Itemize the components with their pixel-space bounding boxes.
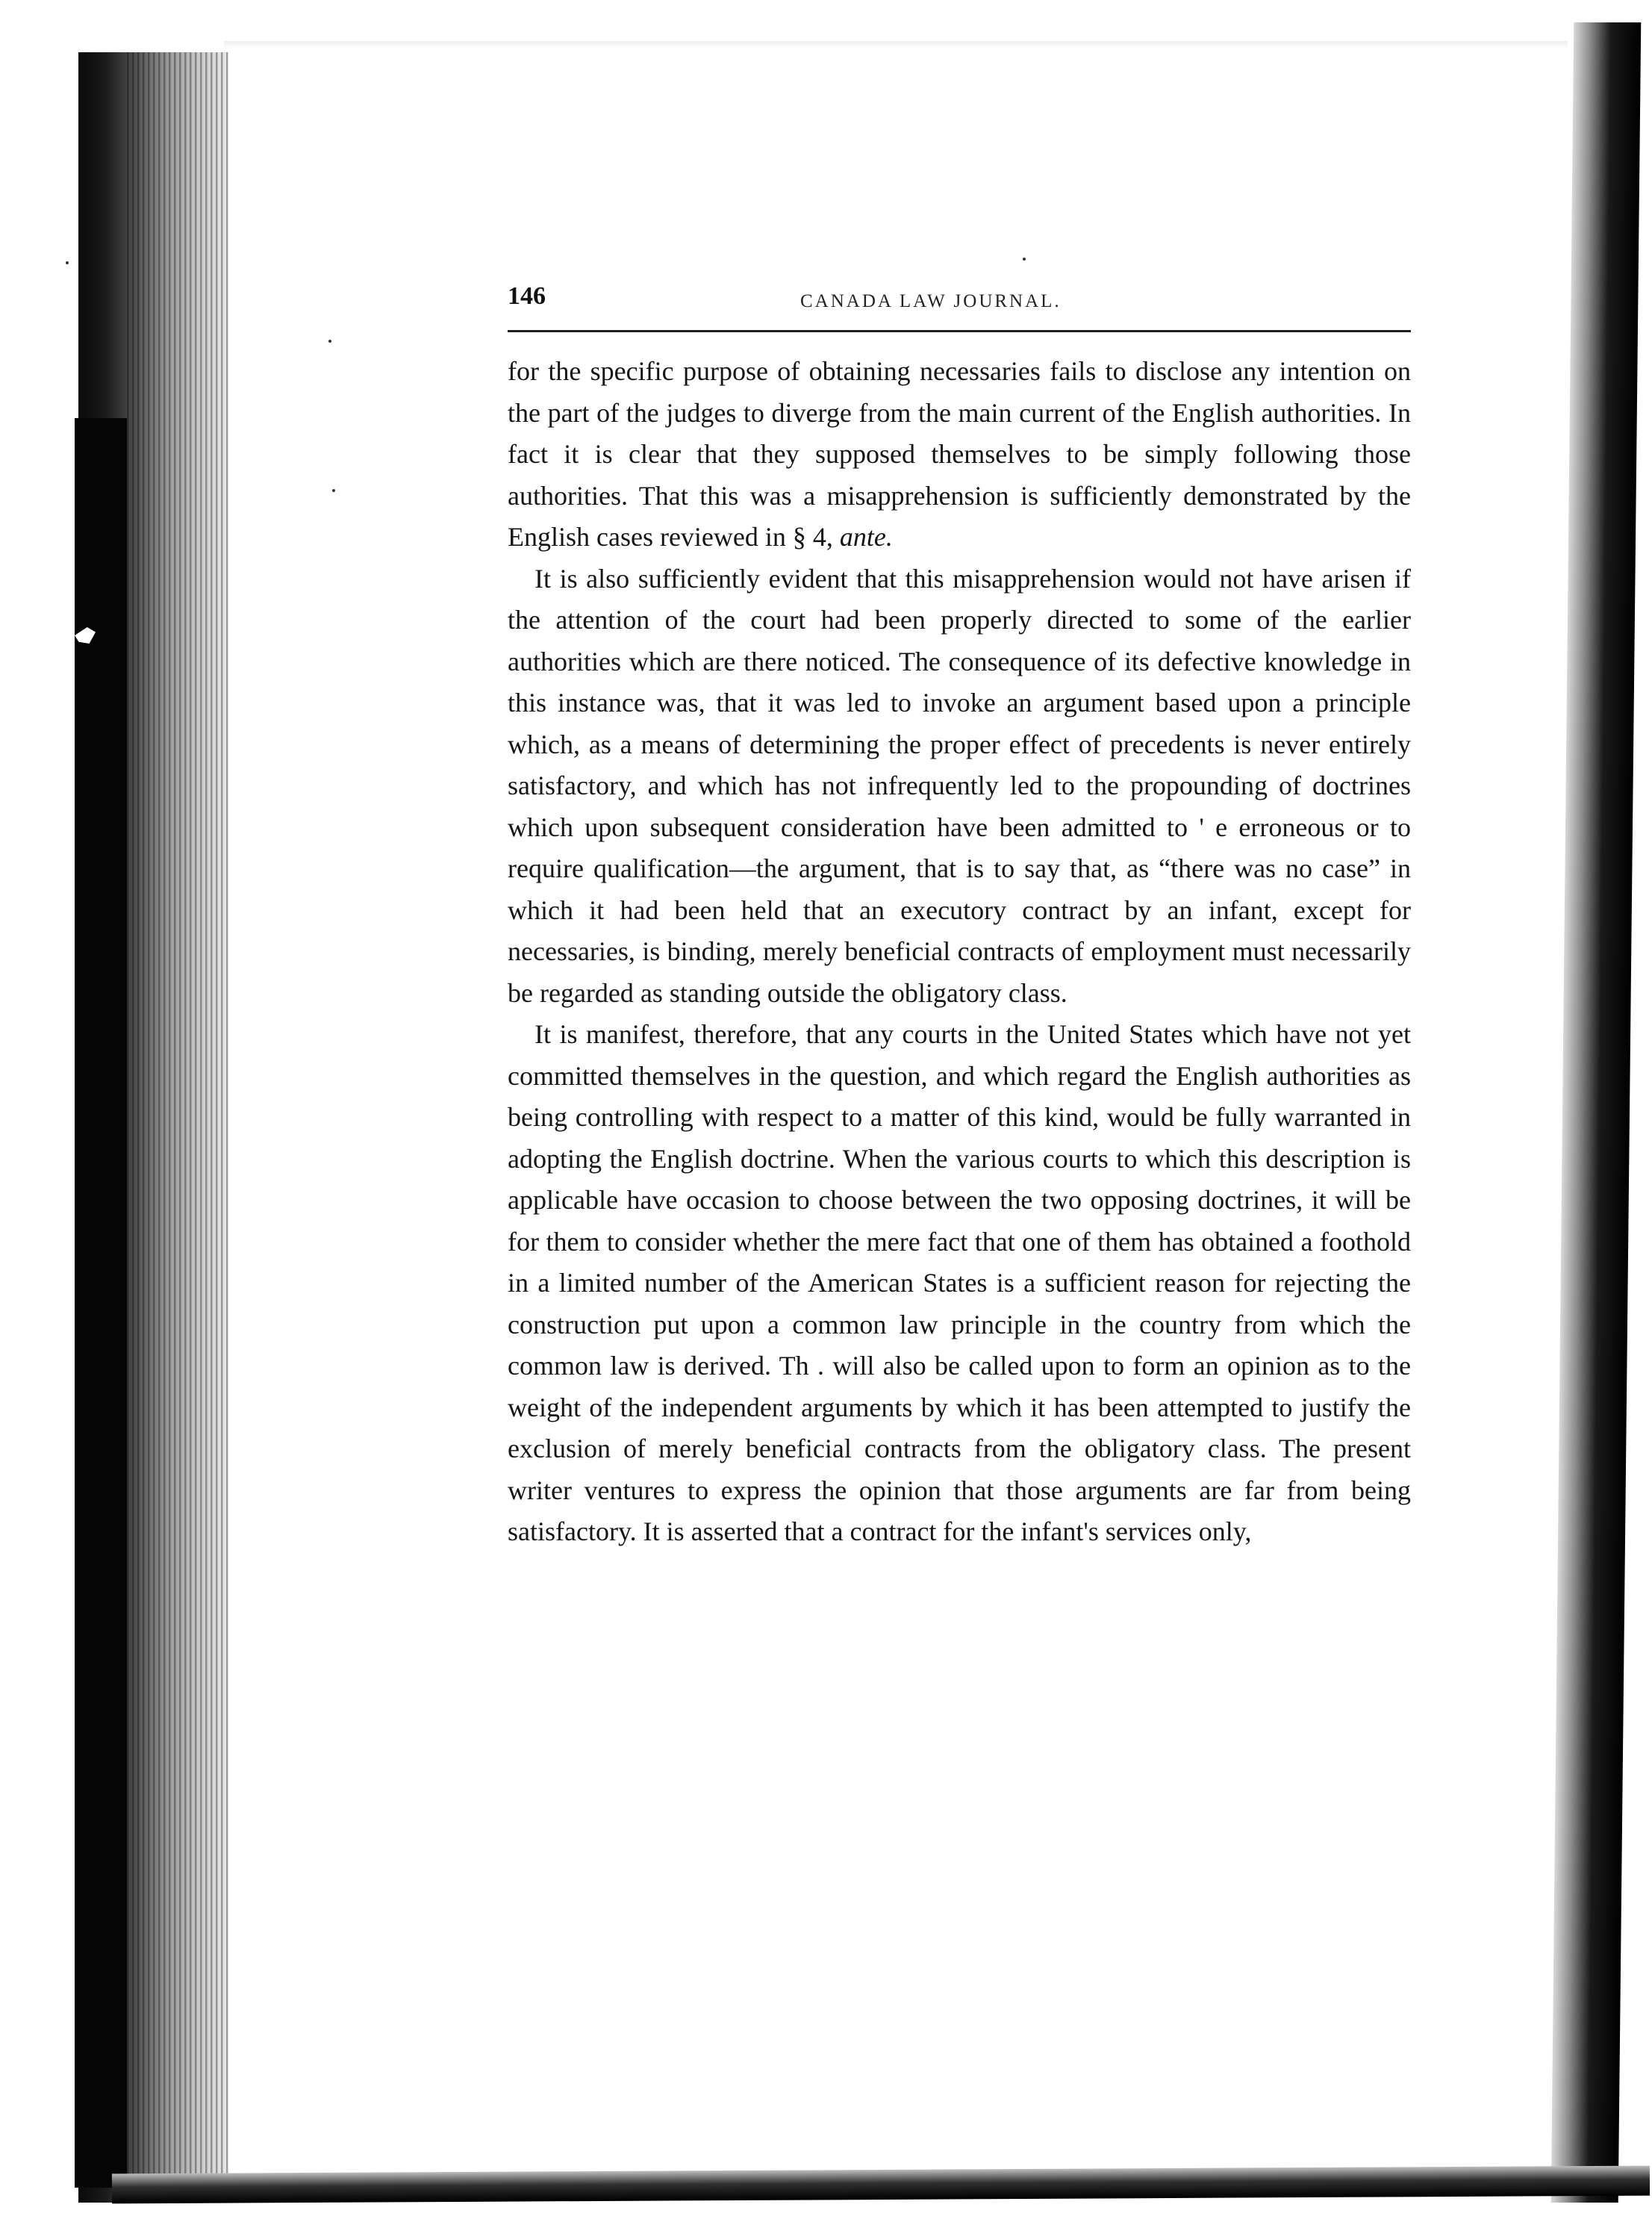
- speck: [332, 489, 335, 492]
- scan-edge-right: [1551, 22, 1642, 2203]
- speck: [66, 261, 69, 264]
- document-page: [508, 276, 1411, 1553]
- speck: [1023, 258, 1026, 261]
- scan-edge-left: [75, 418, 127, 2188]
- paragraph-1-italic: ante.: [839, 522, 893, 552]
- speck: [328, 340, 331, 343]
- paragraph-3: It is manifest, therefore, that any courts in the United States which have not yet committed themselves in the question, and which regard the English authorities as being controlling with respect to a matter of this kind, would be fully warranted in adopting the English doctrine. When the various courts to which this description is applicable have occasion to choose between the two opposing doctrines, it will be for them to consider whether the mere fact that one of them has obtained a foothold in a limited number of the American States is a sufficient reason for rejecting the construction put upon a common law principle in the country from which the common law is derived. Th . will also be called upon to form an opinion as to the weight of the independent arguments by which it has been attempted to justify the exclusion of merely beneficial contracts from the obligatory class. The present writer ventures to express the opinion that those arguments are far from being satisfactory. It is asserted that a contract for the infant's services only,: [508, 1019, 1411, 1546]
- scan-edge-top: [224, 41, 1568, 49]
- scan-page-edges: [127, 52, 231, 2203]
- header-rule: [508, 330, 1411, 332]
- journal-title: CANADA LAW JOURNAL.: [800, 291, 1062, 311]
- paragraph-1: [508, 351, 1411, 558]
- body-text: [508, 351, 1411, 1553]
- scan-edge-bottom: [112, 2166, 1650, 2204]
- paragraph-1-text: for the specific purpose of obtaining necessaries fails to disclose any intention on the part of the judges to diverge from the main current of the English authorities. In fact it is clear that they supposed themselves to be simply following those authorities. That this was a misapprehension is sufficiently demonstrated by the English cases reviewed in § 4,: [508, 356, 1411, 552]
- paragraph-2: It is also sufficiently evident that this misapprehension would not have arisen if the attention of the court had been properly directed to some of the earlier authorities which are there noticed. The consequence of its defective knowledge in this instance was, that it was led to invoke an argument based upon a principle which, as a means of determining the proper effect of precedents is never entirely satisfactory, and which has not infrequently led to the propounding of doctrines which upon subsequent consideration have been admitted to ' e erroneous or to require qualification—the argument, that is to say that, as “there was no case” in which it had been held that an executory contract by an infant, except for necessaries, is binding, merely beneficial contracts of employment must necessarily be regarded as standing outside the obligatory class.: [508, 563, 1411, 1008]
- page-number: 146: [508, 282, 546, 310]
- running-head: [508, 276, 1411, 329]
